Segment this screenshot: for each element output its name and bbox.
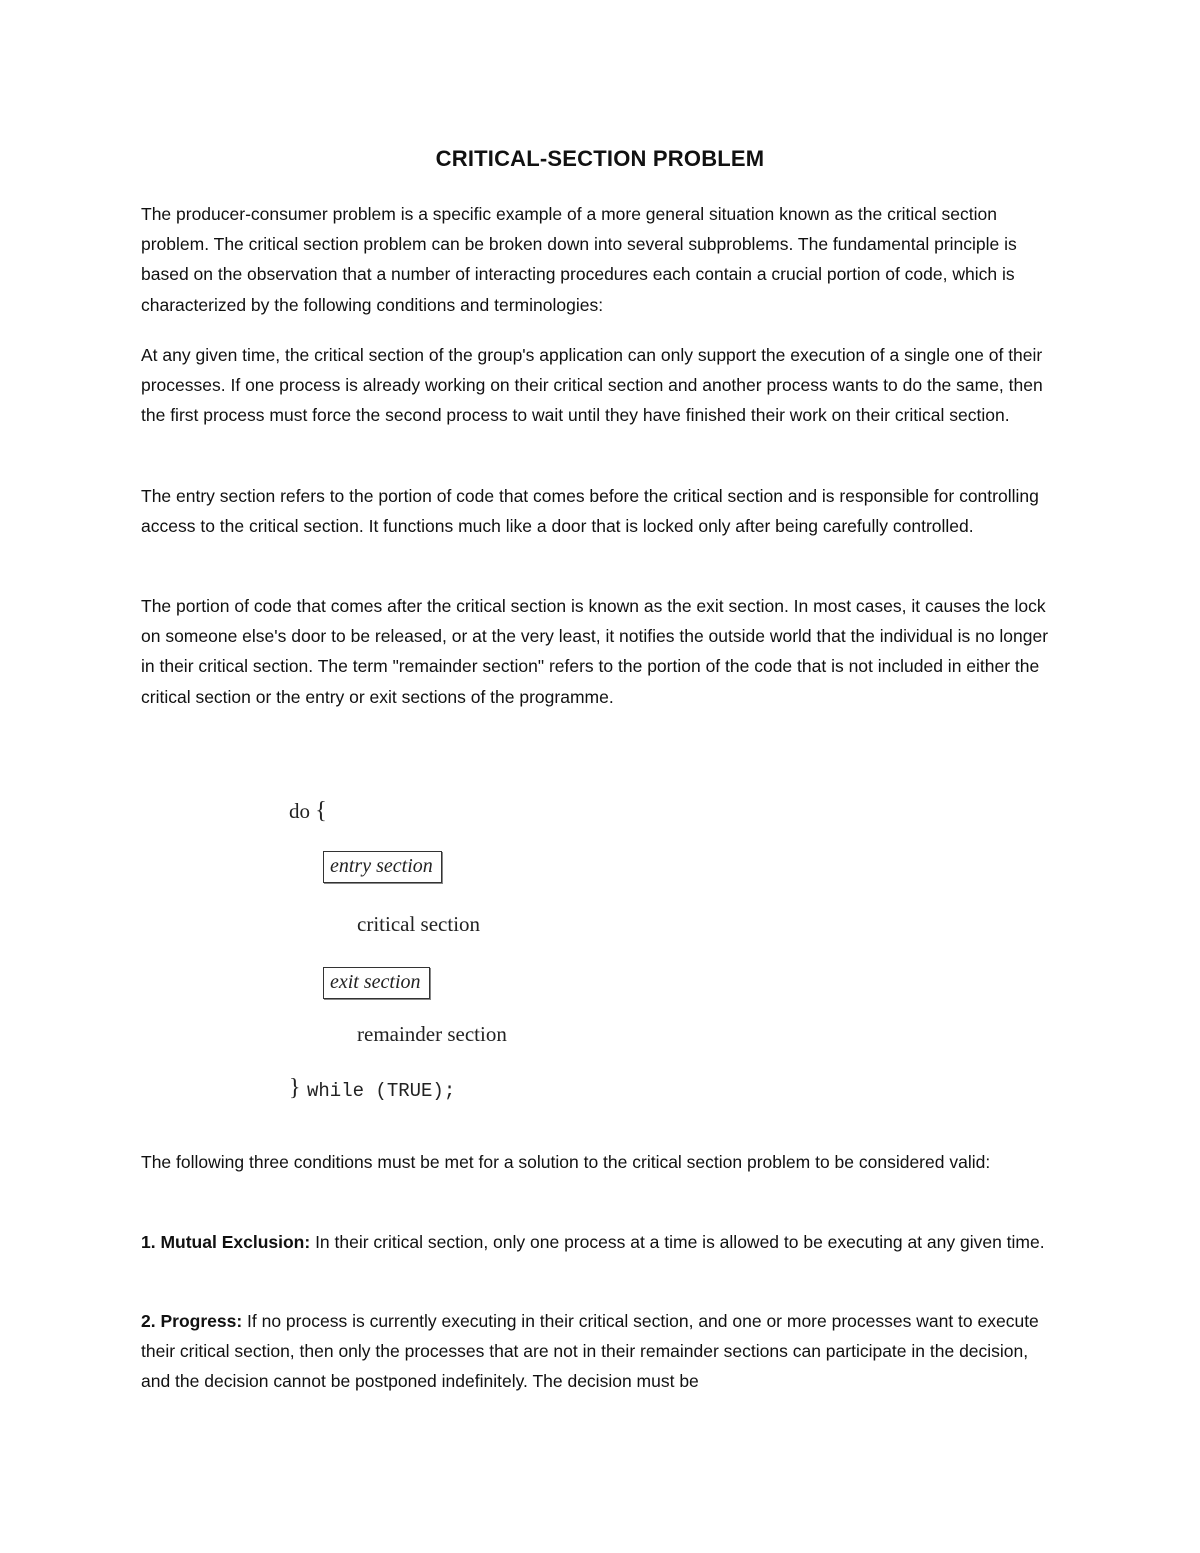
paragraph-entry-section: The entry section refers to the portion of code that comes before the critical section and is responsible for controlling access to the critical section. It functions much like a door that is locked only after being carefully controlled. — [141, 486, 1039, 537]
do-keyword: do — [289, 799, 310, 823]
remainder-section-label: remainder section — [357, 1022, 507, 1046]
condition-2-text: If no process is currently executing in their critical section, and one or more processes want to execute their critical section, then only the processes that are not in their remainder sections can participate in the decision, and the decision cannot be postponed indefinitely. The decision must be — [141, 1311, 1039, 1392]
entry-section-box: entry section — [323, 851, 442, 883]
paragraph-conditions-intro: The following three conditions must be met for a solution to the critical section problem to be considered valid: — [141, 1152, 991, 1172]
exit-section-box: exit section — [323, 967, 430, 999]
open-brace: { — [315, 798, 327, 824]
paragraph-exit-section: The portion of code that comes after the critical section is known as the exit section. In most cases, it causes the lock on someone else's door to be released, or at the very least, it notifies the outside world that the individual is no longer in their critical section. The term "remainder section" refers to the portion of the code that is not included in either the critical section or the entry or exit sections of the programme. — [141, 596, 1049, 707]
condition-mutual-exclusion — [141, 1227, 1061, 1257]
code-do-line — [289, 798, 327, 825]
paragraph-intro: The producer-consumer problem is a specific example of a more general situation known as the critical section problem. The critical section problem can be broken down into several subproblems. The fundamental principle is based on the observation that a number of interacting procedures each contain a crucial portion of code, which is characterized by the following conditions and terminologies: — [141, 204, 1017, 315]
condition-1-label: 1. Mutual Exclusion: — [141, 1232, 311, 1252]
code-while-line — [289, 1075, 301, 1102]
critical-section-label: critical section — [357, 912, 481, 936]
condition-2-label: 2. Progress: — [141, 1311, 243, 1331]
condition-progress — [141, 1306, 1061, 1397]
paragraph-critical-section: At any given time, the critical section of the group's application can only support the execution of a single one of their processes. If one process is already working on their critical section and another process wants to do the same, then the first process must force the second process to wait until they have finished their work on their critical section. — [141, 345, 1043, 426]
while-clause: while (TRUE); — [307, 1080, 456, 1102]
condition-1-text: In their critical section, only one process at a time is allowed to be executing at any given time. — [310, 1232, 1045, 1252]
close-brace: } — [289, 1075, 301, 1101]
page-title: CRITICAL-SECTION PROBLEM — [435, 146, 765, 171]
